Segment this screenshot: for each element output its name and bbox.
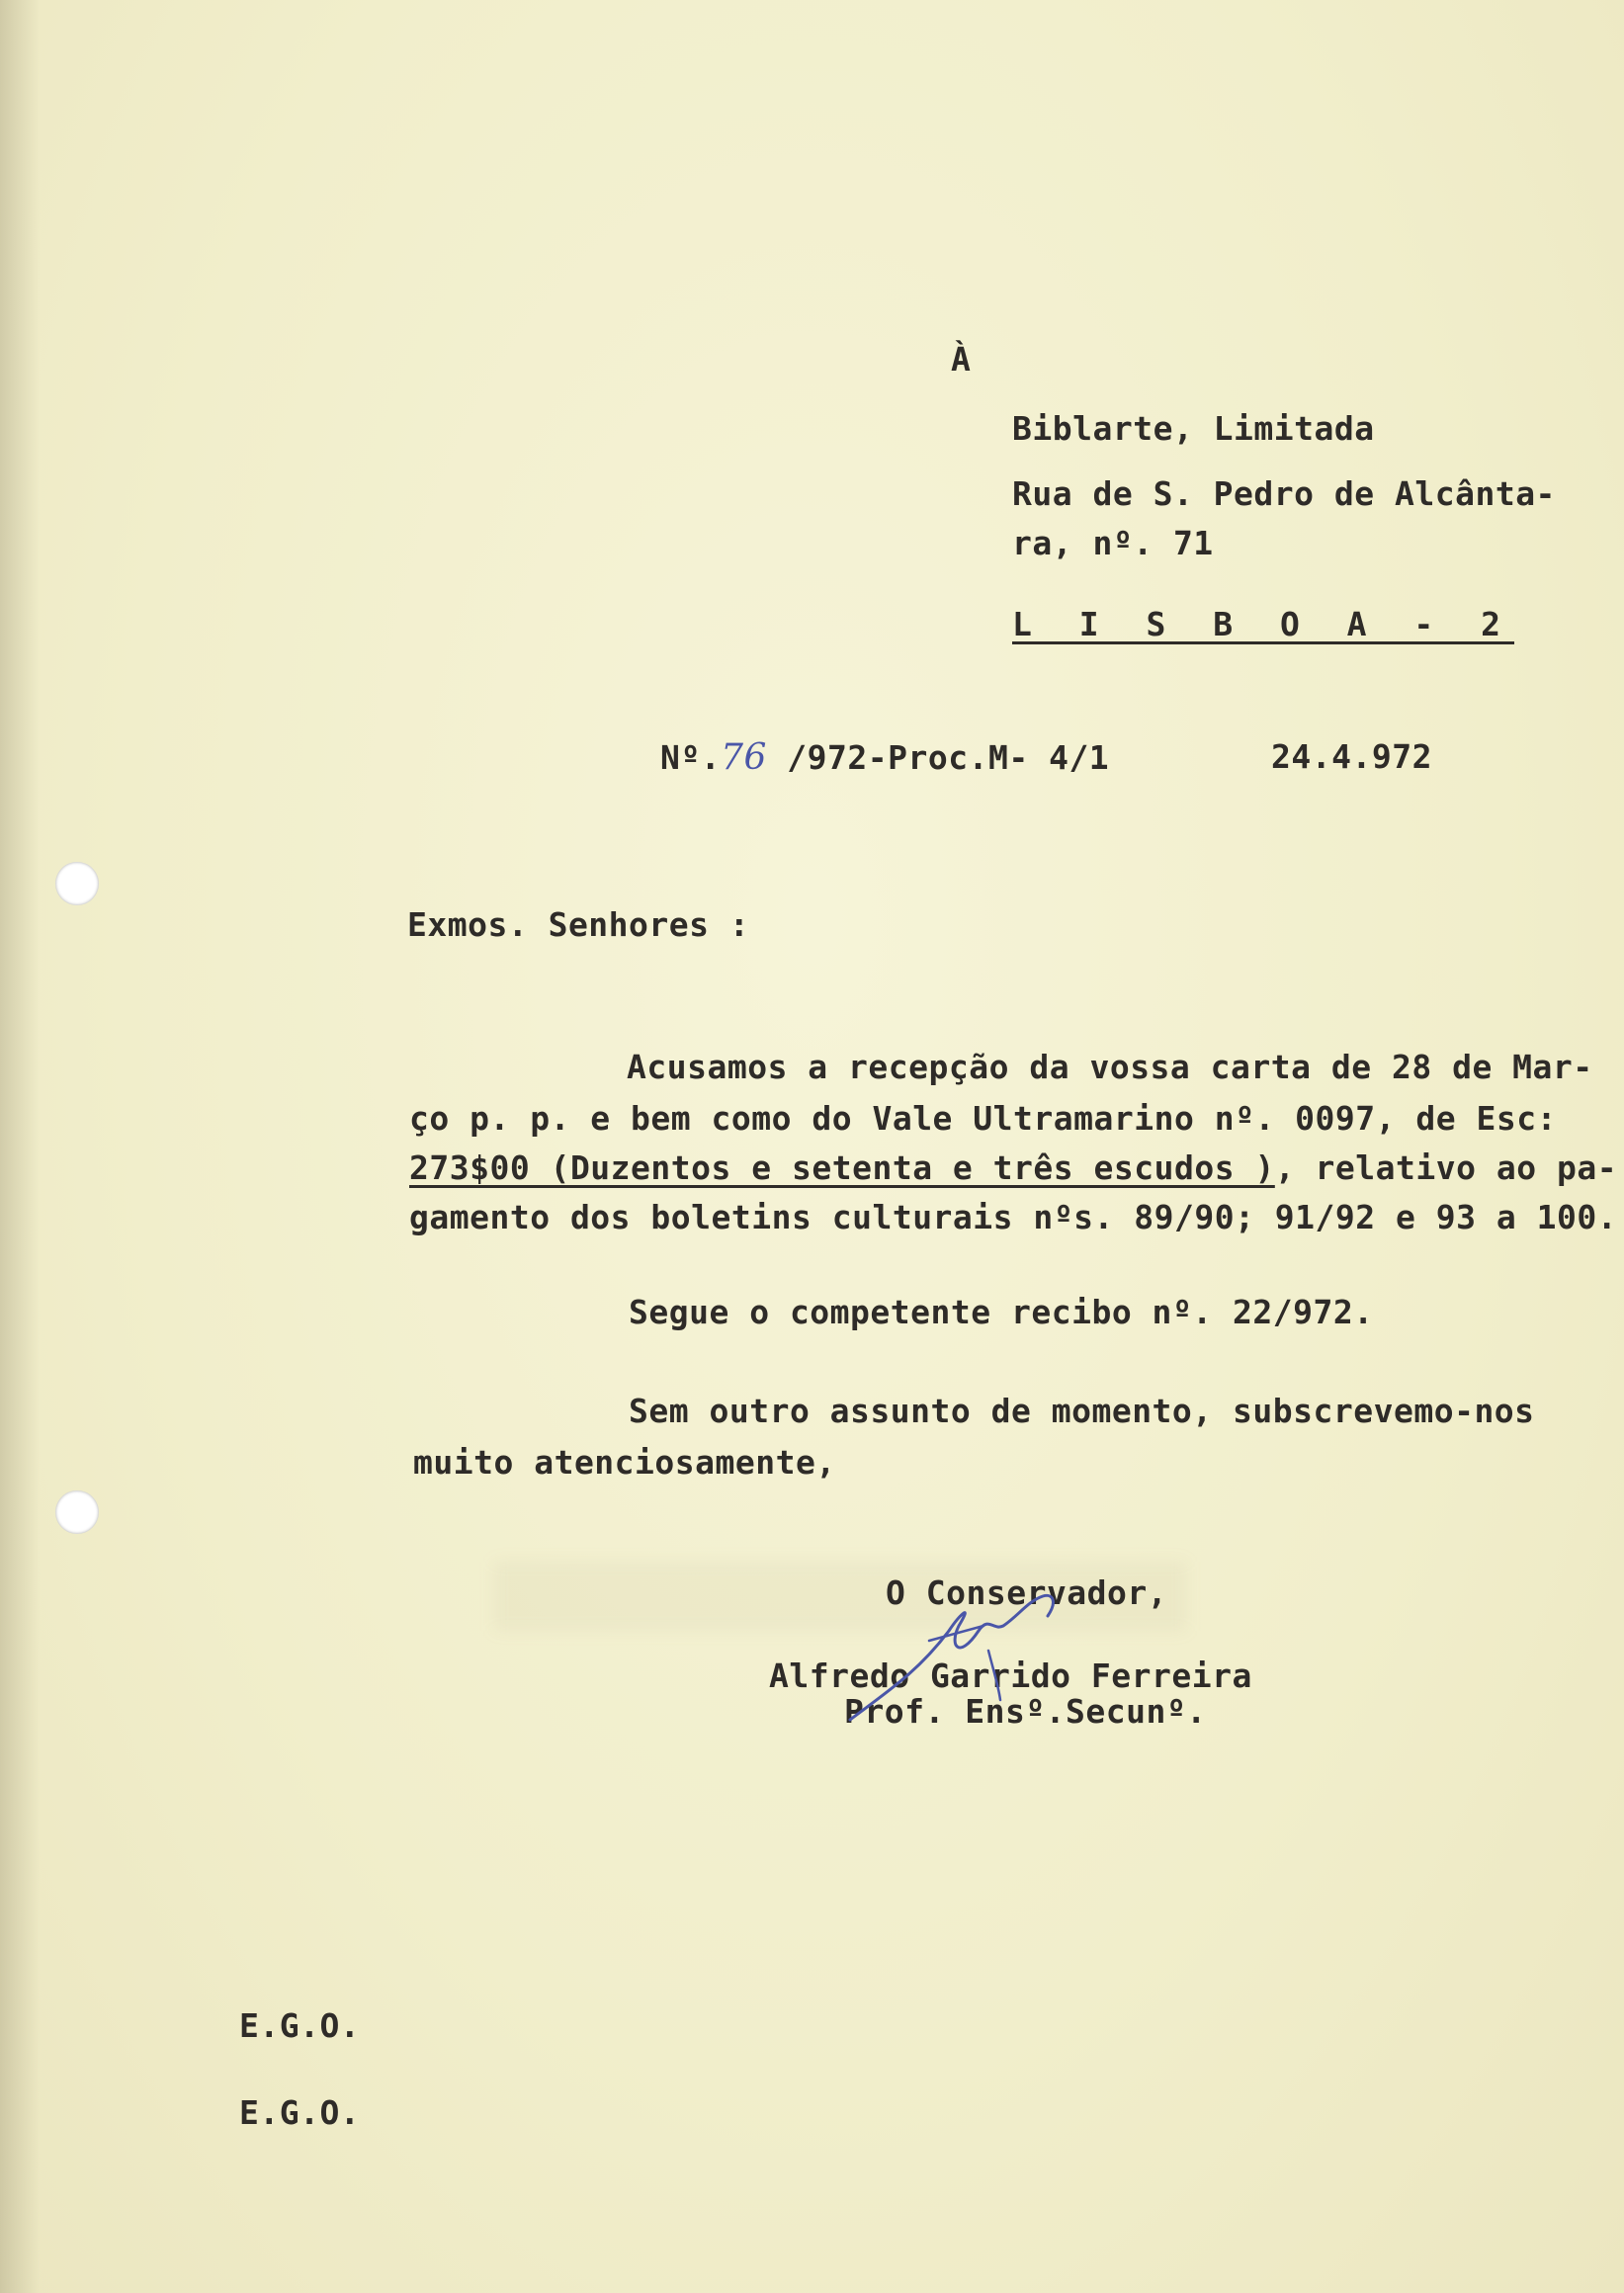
footer-initials-1: E.G.O. (239, 2006, 361, 2045)
punch-hole-bottom (55, 1490, 99, 1534)
letter-date: 24.4.972 (1271, 737, 1432, 776)
body-p3-line2: muito atenciosamente, (413, 1443, 836, 1482)
body-p1-line1: Acusamos a recepção da vossa carta de 28 de Mar- (627, 1048, 1593, 1086)
signatory-name: Alfredo Garrido Ferreira (769, 1656, 1252, 1695)
body-p3-line1: Sem outro assunto de momento, subscrevemo-nos (629, 1392, 1535, 1430)
body-p1-line3 (409, 1148, 1617, 1187)
footer-initials-2: E.G.O. (239, 2093, 361, 2132)
recipient-address-line1: Rua de S. Pedro de Alcânta- (1012, 474, 1556, 513)
reference-prefix: Nº. (660, 738, 722, 777)
recipient-city: L I S B O A - 2 (1012, 605, 1515, 643)
recipient-name: Biblarte, Limitada (1012, 409, 1375, 448)
handwritten-reference-number: 76 (721, 737, 767, 778)
recipient-address-line2: ra, nº. 71 (1012, 524, 1214, 562)
closing-title: O Conservador, (886, 1573, 1168, 1612)
reference-line (660, 737, 1109, 778)
body-p1-line2: ço p. p. e bem como do Vale Ultramarino nº. 0097, de Esc: (409, 1099, 1557, 1138)
handwritten-signature (811, 1571, 1127, 1740)
body-p1-line3-rest: , relativo ao pa- (1274, 1148, 1618, 1187)
page-edge-shadow (0, 0, 40, 2293)
amount-underlined: 273$00 (Duzentos e setenta e três escudos ) (409, 1148, 1275, 1187)
body-p1-line4: gamento dos boletins culturais nºs. 89/90; 91/92 e 93 a 100. (409, 1198, 1618, 1236)
body-p2: Segue o competente recibo nº. 22/972. (629, 1293, 1374, 1331)
reference-suffix: /972-Proc.M- 4/1 (787, 738, 1110, 777)
recipient-prefix: À (951, 340, 972, 379)
punch-hole-top (55, 862, 99, 905)
salutation: Exmos. Senhores : (407, 905, 750, 944)
signatory-credentials: Prof. Ensº.Secunº. (844, 1692, 1207, 1731)
